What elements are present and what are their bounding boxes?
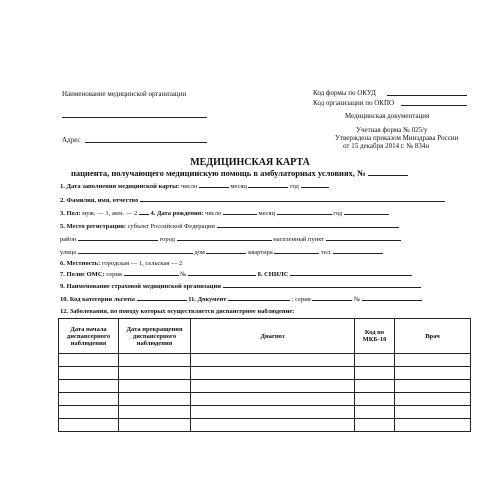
table-cell[interactable] [355, 354, 395, 367]
policy-series-field[interactable] [124, 269, 179, 276]
benefit-code-field[interactable] [137, 294, 187, 301]
table-row [59, 380, 471, 393]
form-number: Учетная форма № 025/у [356, 126, 428, 134]
birthdate-label: 4. Дата рождения: [150, 210, 204, 217]
settlement-label: населенный пункт [273, 236, 325, 243]
row-policy-snils [60, 269, 470, 279]
table-cell[interactable] [191, 419, 355, 432]
row-sex-birthdate [60, 208, 470, 218]
table-cell[interactable] [395, 354, 471, 367]
fill-date-year-label: год [290, 183, 299, 190]
snils-label: 8. СНИЛС [257, 271, 289, 278]
table-cell[interactable] [59, 419, 119, 432]
dispensary-label: 12. Заболевания, по поводу которых осуществляется диспансерное наблюдение: [60, 308, 295, 315]
sex-label: 3. Пол: [60, 210, 81, 217]
table-cell[interactable] [191, 367, 355, 380]
policy-label: 7. Полис ОМС: [60, 271, 105, 278]
sex-field[interactable] [139, 208, 149, 215]
street-label: улица [60, 249, 77, 256]
table-row [59, 393, 471, 406]
table-cell[interactable] [59, 393, 119, 406]
org-name-label: Наименование медицинской организации [62, 90, 187, 98]
fill-date-month-field[interactable] [248, 181, 288, 188]
birthdate-day-label: число [205, 210, 222, 217]
row-dispensary-title [60, 307, 470, 317]
table-cell[interactable] [395, 419, 471, 432]
row-benefit-document [60, 294, 470, 304]
col-doctor: Врач [395, 319, 471, 354]
full-name-label: 2. Фамилия, имя, отчество [60, 197, 139, 204]
policy-number-label: № [180, 271, 187, 278]
row-full-name [60, 195, 470, 205]
fill-date-label: 1. Дата заполнения медицинской карты: [60, 183, 180, 190]
table-cell[interactable] [119, 380, 191, 393]
form-subtitle [71, 168, 408, 178]
row-registration-address [60, 247, 470, 257]
okud-label: Код формы по ОКУД [313, 89, 376, 97]
okpo-label: Код организации по ОКПО [313, 99, 395, 107]
document-series-field[interactable] [312, 294, 352, 301]
form-title: МЕДИЦИНСКАЯ КАРТА [190, 157, 310, 168]
row-registration-locality [60, 234, 470, 244]
table-cell[interactable] [191, 354, 355, 367]
table-row [59, 354, 471, 367]
table-cell[interactable] [191, 380, 355, 393]
table-cell[interactable] [355, 406, 395, 419]
okpo-line [401, 105, 467, 106]
fill-date-year-field[interactable] [301, 181, 329, 188]
birthdate-year-field[interactable] [344, 208, 389, 215]
phone-field[interactable] [333, 247, 383, 254]
birthdate-month-field[interactable] [277, 208, 332, 215]
flat-field[interactable] [274, 247, 319, 254]
snils-field[interactable] [290, 269, 412, 276]
med-doc-label: Медицинская документация [345, 112, 430, 120]
locality-type-label: 6. Местность: [60, 260, 101, 267]
approved-line-2: от 15 декабря 2014 г. № 834н [343, 142, 430, 150]
fill-date-day-field[interactable] [199, 181, 229, 188]
district-field[interactable] [78, 234, 158, 241]
fill-date-day-label: число [180, 183, 198, 190]
row-registration [60, 221, 470, 231]
table-cell[interactable] [119, 354, 191, 367]
registration-label: 5. Место регистрации: [60, 223, 126, 230]
form-subtitle-text: пациента, получающего медицинскую помощь в амбулаторных условиях, № [71, 168, 366, 178]
row-locality-type [60, 259, 470, 269]
sex-options: муж. — 1, жен. — 2 [82, 210, 138, 217]
table-cell[interactable] [119, 419, 191, 432]
col-icd-code: Код по МКБ-10 [355, 319, 395, 354]
table-cell[interactable] [355, 367, 395, 380]
table-cell[interactable] [355, 380, 395, 393]
fill-date-month-label: месяц [230, 183, 247, 190]
house-label: дом [194, 249, 205, 256]
birthdate-year-label: год [333, 210, 343, 217]
phone-label: тел. [321, 249, 332, 256]
document-label: 11. Документ [188, 296, 227, 303]
table-cell[interactable] [395, 406, 471, 419]
row-fill-date [60, 181, 470, 191]
policy-series-label: серия [106, 271, 122, 278]
locality-type-options: городская — 1, сельская — 2 [101, 260, 183, 267]
insurer-field[interactable] [223, 281, 421, 288]
table-cell[interactable] [395, 393, 471, 406]
birthdate-day-field[interactable] [223, 208, 257, 215]
table-header-row [59, 319, 471, 354]
table-cell[interactable] [119, 393, 191, 406]
table-cell[interactable] [355, 393, 395, 406]
full-name-field[interactable] [140, 195, 445, 202]
table-cell[interactable] [119, 367, 191, 380]
table-cell[interactable] [119, 406, 191, 419]
table-cell[interactable] [191, 406, 355, 419]
flat-label: квартира [248, 249, 273, 256]
document-number-field[interactable] [362, 294, 422, 301]
address-line [85, 142, 207, 143]
table-cell[interactable] [355, 419, 395, 432]
address-label: Адрес [62, 136, 81, 144]
okud-line [387, 95, 467, 96]
approved-line-1: Утверждена приказом Минздрава России [335, 134, 459, 142]
table-row [59, 419, 471, 432]
document-field[interactable] [228, 294, 290, 301]
document-number-label: № [353, 296, 361, 303]
table-row [59, 367, 471, 380]
registration-subject-field[interactable] [217, 221, 399, 228]
table-cell[interactable] [59, 406, 119, 419]
table-cell[interactable] [395, 367, 471, 380]
dispensary-table [58, 318, 471, 432]
table-cell[interactable] [59, 367, 119, 380]
house-field[interactable] [206, 247, 246, 254]
document-series-label: ; серия [291, 296, 311, 303]
col-start-date: Дата начала диспансерного наблюдения [59, 319, 119, 354]
birthdate-month-label: месяц [258, 210, 275, 217]
table-cell[interactable] [191, 393, 355, 406]
org-name-line [62, 117, 207, 118]
table-cell[interactable] [59, 380, 119, 393]
col-end-date: Дата прекращения диспансерного наблюдения [119, 319, 191, 354]
table-cell[interactable] [59, 354, 119, 367]
table-row [59, 406, 471, 419]
card-number-field[interactable] [368, 169, 408, 176]
registration-subject-label: субъект Российской Федерации [127, 223, 215, 230]
benefit-code-label: 10. Код категории льготы [60, 296, 135, 303]
street-field[interactable] [78, 247, 193, 254]
city-label: город [159, 236, 175, 243]
district-label: район [60, 236, 77, 243]
settlement-field[interactable] [326, 234, 401, 241]
row-insurer [60, 281, 470, 291]
policy-number-field[interactable] [188, 269, 256, 276]
insurer-label: 9. Наименование страховой медицинской организации [60, 283, 221, 290]
city-field[interactable] [177, 234, 272, 241]
col-diagnosis: Диагноз [191, 319, 355, 354]
table-cell[interactable] [395, 380, 471, 393]
